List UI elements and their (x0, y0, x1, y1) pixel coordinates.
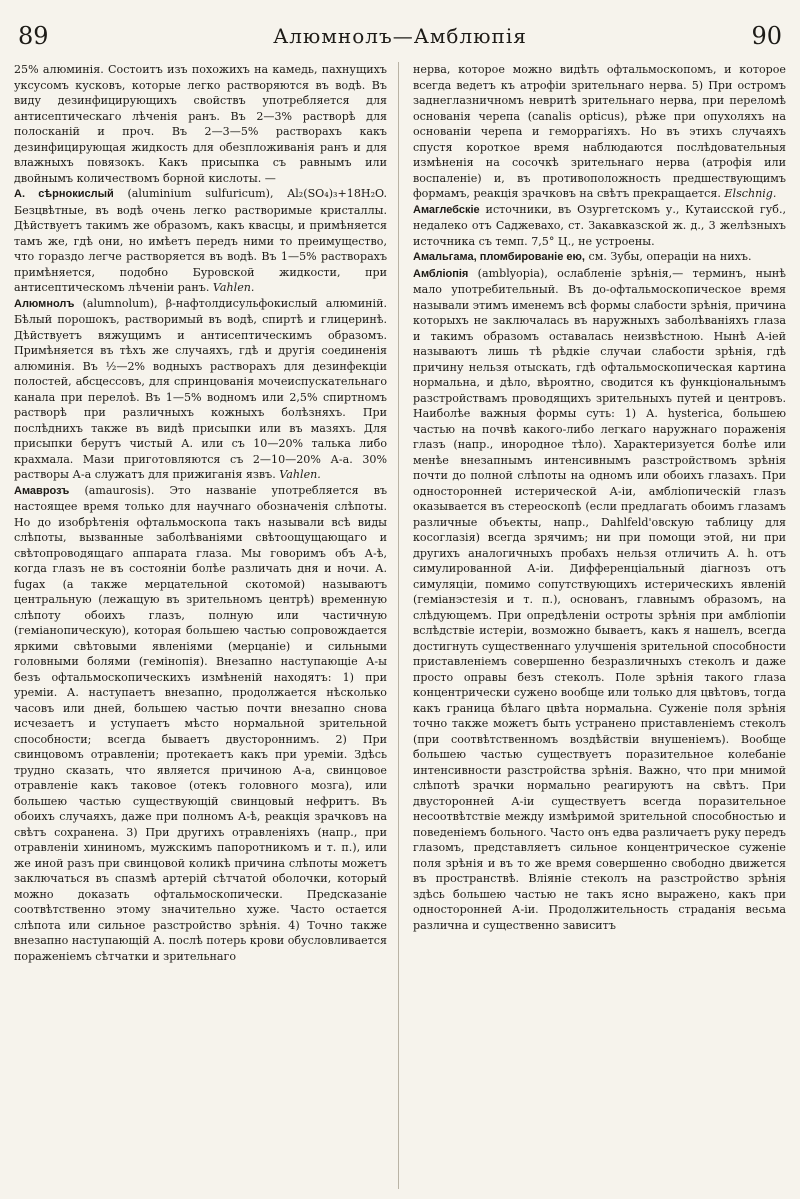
entry-term: Амбліопія (413, 267, 469, 280)
paragraph (413, 202, 786, 250)
right-column (413, 62, 786, 1189)
left-column (14, 62, 387, 1189)
paragraph (413, 249, 786, 266)
paragraph-text: нерва, которое можно видѣть офтальмоскопомъ, и которое всегда ведетъ къ атрофіи зрительнаго нерва. 5) При остромъ заднеглазничномъ невритѣ зрительнаго нерва, при переломѣ основанія черепа (canalis opticus), рѣже при опухоляхъ на основаніи черепа и геморрагіяхъ. Но въ этихъ случаяхъ спустя короткое время наблюдаются послѣдовательныя измѣненія на сосочкѣ зрительнаго нерва (атрофія или воспаленіе) и, въ противоположность предшествующимъ формамъ, реакція зрачковъ на свѣтъ прекращается. (413, 63, 786, 200)
entry-term: Амаврозъ (14, 484, 70, 497)
paragraph (14, 296, 387, 483)
entry-term: Алюмнолъ (14, 297, 75, 310)
text-columns (14, 62, 786, 1189)
paragraph (14, 62, 387, 186)
paragraph-text: (alumnolum), β-нафтолдисульфокислый алюминій. Бѣлый порошокъ, растворимый въ водѣ, спиртѣ и глицеринѣ. Дѣйствуетъ вяжущимъ и антисептическимъ образомъ. Примѣняется въ тѣхъ же случаяхъ, гдѣ и другія соединенія алюминія. Въ ½—2% водныхъ растворахъ для дезинфекціи полостей, абсцессовъ, для спринцованія мочеиспускательнаго канала при перелоѣ. Въ 1—5% водномъ или 2,5% спиртномъ растворѣ при различныхъ кожныхъ болѣзняхъ. При послѣднихъ также въ видѣ присыпки или въ мазяхъ. Для присыпки берутъ чистый А. или съ 10—20% талька либо крахмала. Мази приготовляются съ 2—10—20% А-а. 30% растворы А-а служатъ для прижиганія язвъ. (14, 296, 387, 481)
entry-author: Vahlen. (212, 281, 255, 294)
paragraph (14, 186, 387, 296)
paragraph (14, 483, 387, 965)
paragraph-text: источники, въ Озургетскомъ у., Кутаисской губ., недалеко отъ Саджевахо, ст. Закавказской ж. д., 3 желѣзныхъ источника съ темп. 7,5° Ц., не устроены. (413, 202, 786, 248)
entry-author: Vahlen. (279, 468, 321, 481)
paragraph-text: 25% алюминія. Состоитъ изъ похожихъ на камедь, пахнущихъ уксусомъ кусковъ, которые легко растворяются въ водѣ. Въ виду дезинфицирующихъ свойствъ употребляется для антисептическаго лѣченія ранъ. Въ 2—3% растворѣ для полосканій и проч. Въ 2—3—5% растворахъ какъ дезинфицирующая жидкость для обезпложиванія ранъ и для влажныхъ повязокъ. Какъ присыпка съ равнымъ или двойнымъ количествомъ борной кислоты. — (14, 63, 387, 185)
page-number-left: 89 (18, 22, 49, 50)
entry-term: А. сѣрнокислый (14, 188, 114, 200)
running-title: Алюмнолъ—Амблюпія (273, 24, 527, 48)
entry-author: Elschnig. (724, 187, 777, 200)
entry-term: Амаглебскіе (413, 203, 480, 216)
page-header (18, 18, 782, 54)
paragraph-text: (aluminium sulfuricum), Al₂(SO₄)₃+18H₂O. Безцвѣтные, въ водѣ очень легко растворимые кристаллы. Дѣйствуетъ такимъ же образомъ, какъ квасцы, и примѣняется тамъ же, гдѣ они, но имѣетъ передъ ними то преимущество, что гораздо легче растворяется въ водѣ. Въ 1—5% растворахъ примѣняется, подобно Буровской жидкости, при антисептическомъ лѣченіи ранъ. (14, 187, 387, 294)
paragraph-text: см. Зубы, операціи на нихъ. (584, 250, 752, 263)
paragraph-text: (amblyopia), ослабленіе зрѣнія,— терминъ, нынѣ мало употребительный. Въ до-офтальмоскопическое время называли этимъ именемъ всѣ формы слабости зрѣнія, причина которыхъ не заключалась въ наружныхъ заболѣваніяхъ глаза и такимъ образомъ оставалась неизвѣстною. Нынѣ А-іей называютъ лишь тѣ рѣдкіе случаи слабости зрѣнія, гдѣ причину нельзя отыскать, гдѣ офтальмоскопическая картина нормальна, и дѣло, вѣроятно, сводится къ функціональнымъ разстройствамъ проводящихъ зрительныхъ путей и центровъ. Наиболѣе важныя формы суть: 1) А. hysterica, большею частью на почвѣ какого-либо легкаго наружнаго пораженія глазъ (напр., инородное тѣло). Характеризуется болѣе или менѣе внезапнымъ интенсивнымъ разстройствомъ зрѣнія почти до полной слѣпоты на одномъ или обоихъ глазахъ. При односторонней истерической А-іи, амбліопическій глазъ оказывается въ стереоскопѣ (если предлагать обоимъ глазамъ различные объекты, напр., Dahlfeld'овскую таблицу для косоглазія) всегда зрячимъ; ни при помощи этой, ни при другихъ аналогичныхъ пробахъ нельзя отличить А. h. отъ симулированной А-іи. Дифференціальный діагнозъ отъ симуляціи, помимо сопутствующихъ истерическихъ явленій (геміанэстезія и т. п.), основанъ, главнымъ образомъ, на слѣдующемъ. При опредѣленіи остроты зрѣнія при амбліопіи вслѣдствіе истеріи, возможно бываетъ, какъ я нашелъ, всегда достигнуть существеннаго улучшенія зрительной способности приставленіемъ совершенно безразличныхъ стеколъ и даже просто оправы безъ стеколъ. Поле зрѣнія такого глаза концентрически сужено вообще или только для цвѣтовъ, тогда какъ граница бѣлаго цвѣта нормальна. Суженіе поля зрѣнія точно также можетъ быть устранено приставленіемъ стеколъ (при соотвѣтственномъ воздѣйствіи внушеніемъ). Вообще большею частью существуетъ поразительное колебаніе интенсивности разстройства зрѣнія. Важно, что при мнимой слѣпотѣ зрачки нормально реагируютъ на свѣтъ. При двусторонней А-іи существуетъ всегда поразительное несоотвѣтствіе между измѣримой зрительной способностью и поведеніемъ больного. Часто онъ едва различаетъ руку передъ глазомъ, представляетъ сильное концентрическое суженіе поля зрѣнія и въ то же время совершенно свободно движется въ пространствѣ. Вліяніе стеколъ на разстройство зрѣнія здѣсь большею частью не такъ ясно выражено, какъ при односторонней А-іи. Продолжительность страданія весьма различна и существенно зависитъ (413, 266, 786, 932)
paragraph (413, 266, 786, 934)
entry-term: Амальгама, пломбированіе ею, (413, 251, 585, 263)
paragraph-text: (amaurosis). Это названіе употребляется въ настоящее время только для научнаго обозначенія слѣпоты. Но до изобрѣтенія офтальмоскопа такъ называли всѣ виды слѣпоты, вызванные заболѣваніями свѣтоощущающаго и свѣтопроводящаго аппарата глаза. Мы говоримъ объ А-ѣ, когда глазъ не въ состояніи болѣе различать дня и ночи. А. fugax (а также мерцательной скотомой) называютъ центральную (лежащую въ зрительномъ центрѣ) временную слѣпоту обоихъ глазъ, полную или частичную (геміанопическую), которая большею частью сопровождается яркими свѣтовыми явленіями (мерцаніе) и сильными головными болями (гемінопія). Внезапно наступающіе А-ы безъ офтальмоскопическихъ измѣненій находятъ: 1) при уремiи. А. наступаетъ внезапно, продолжается нѣсколько часовъ или дней, большею частью почти внезапно снова исчезаетъ и уступаетъ мѣсто нормальной зрительной способности; всегда бываетъ двустороннимъ. 2) При свинцовомъ отравленіи; протекаетъ какъ при уреміи. Здѣсь трудно сказать, что является причиною А-а, свинцовое отравленіе какъ таковое (отекъ головного мозга), или большею частью существующій свинцовый нефритъ. Въ обоихъ случаяхъ, даже при полномъ А-ѣ, реакція зрачковъ на свѣтъ сохранена. 3) При другихъ отравленіяхъ (напр., при отравленіи хининомъ, мужскимъ папоротникомъ и т. п.), или же иной разъ при свинцовой коликѣ причина слѣпоты можетъ заключаться въ спазмѣ артерій сѣтчатой оболочки, который можно доказать офтальмоскопически. Предсказаніе соотвѣтственно этому значительно хуже. Часто остается слѣпота или сильное разстройство зрѣнія. 4) Точно также внезапно наступающій А. послѣ потерь крови обусловливается пораженіемъ сѣтчатки и зрительнаго (14, 483, 387, 963)
paragraph (413, 62, 786, 202)
page-number-right: 90 (751, 22, 782, 50)
